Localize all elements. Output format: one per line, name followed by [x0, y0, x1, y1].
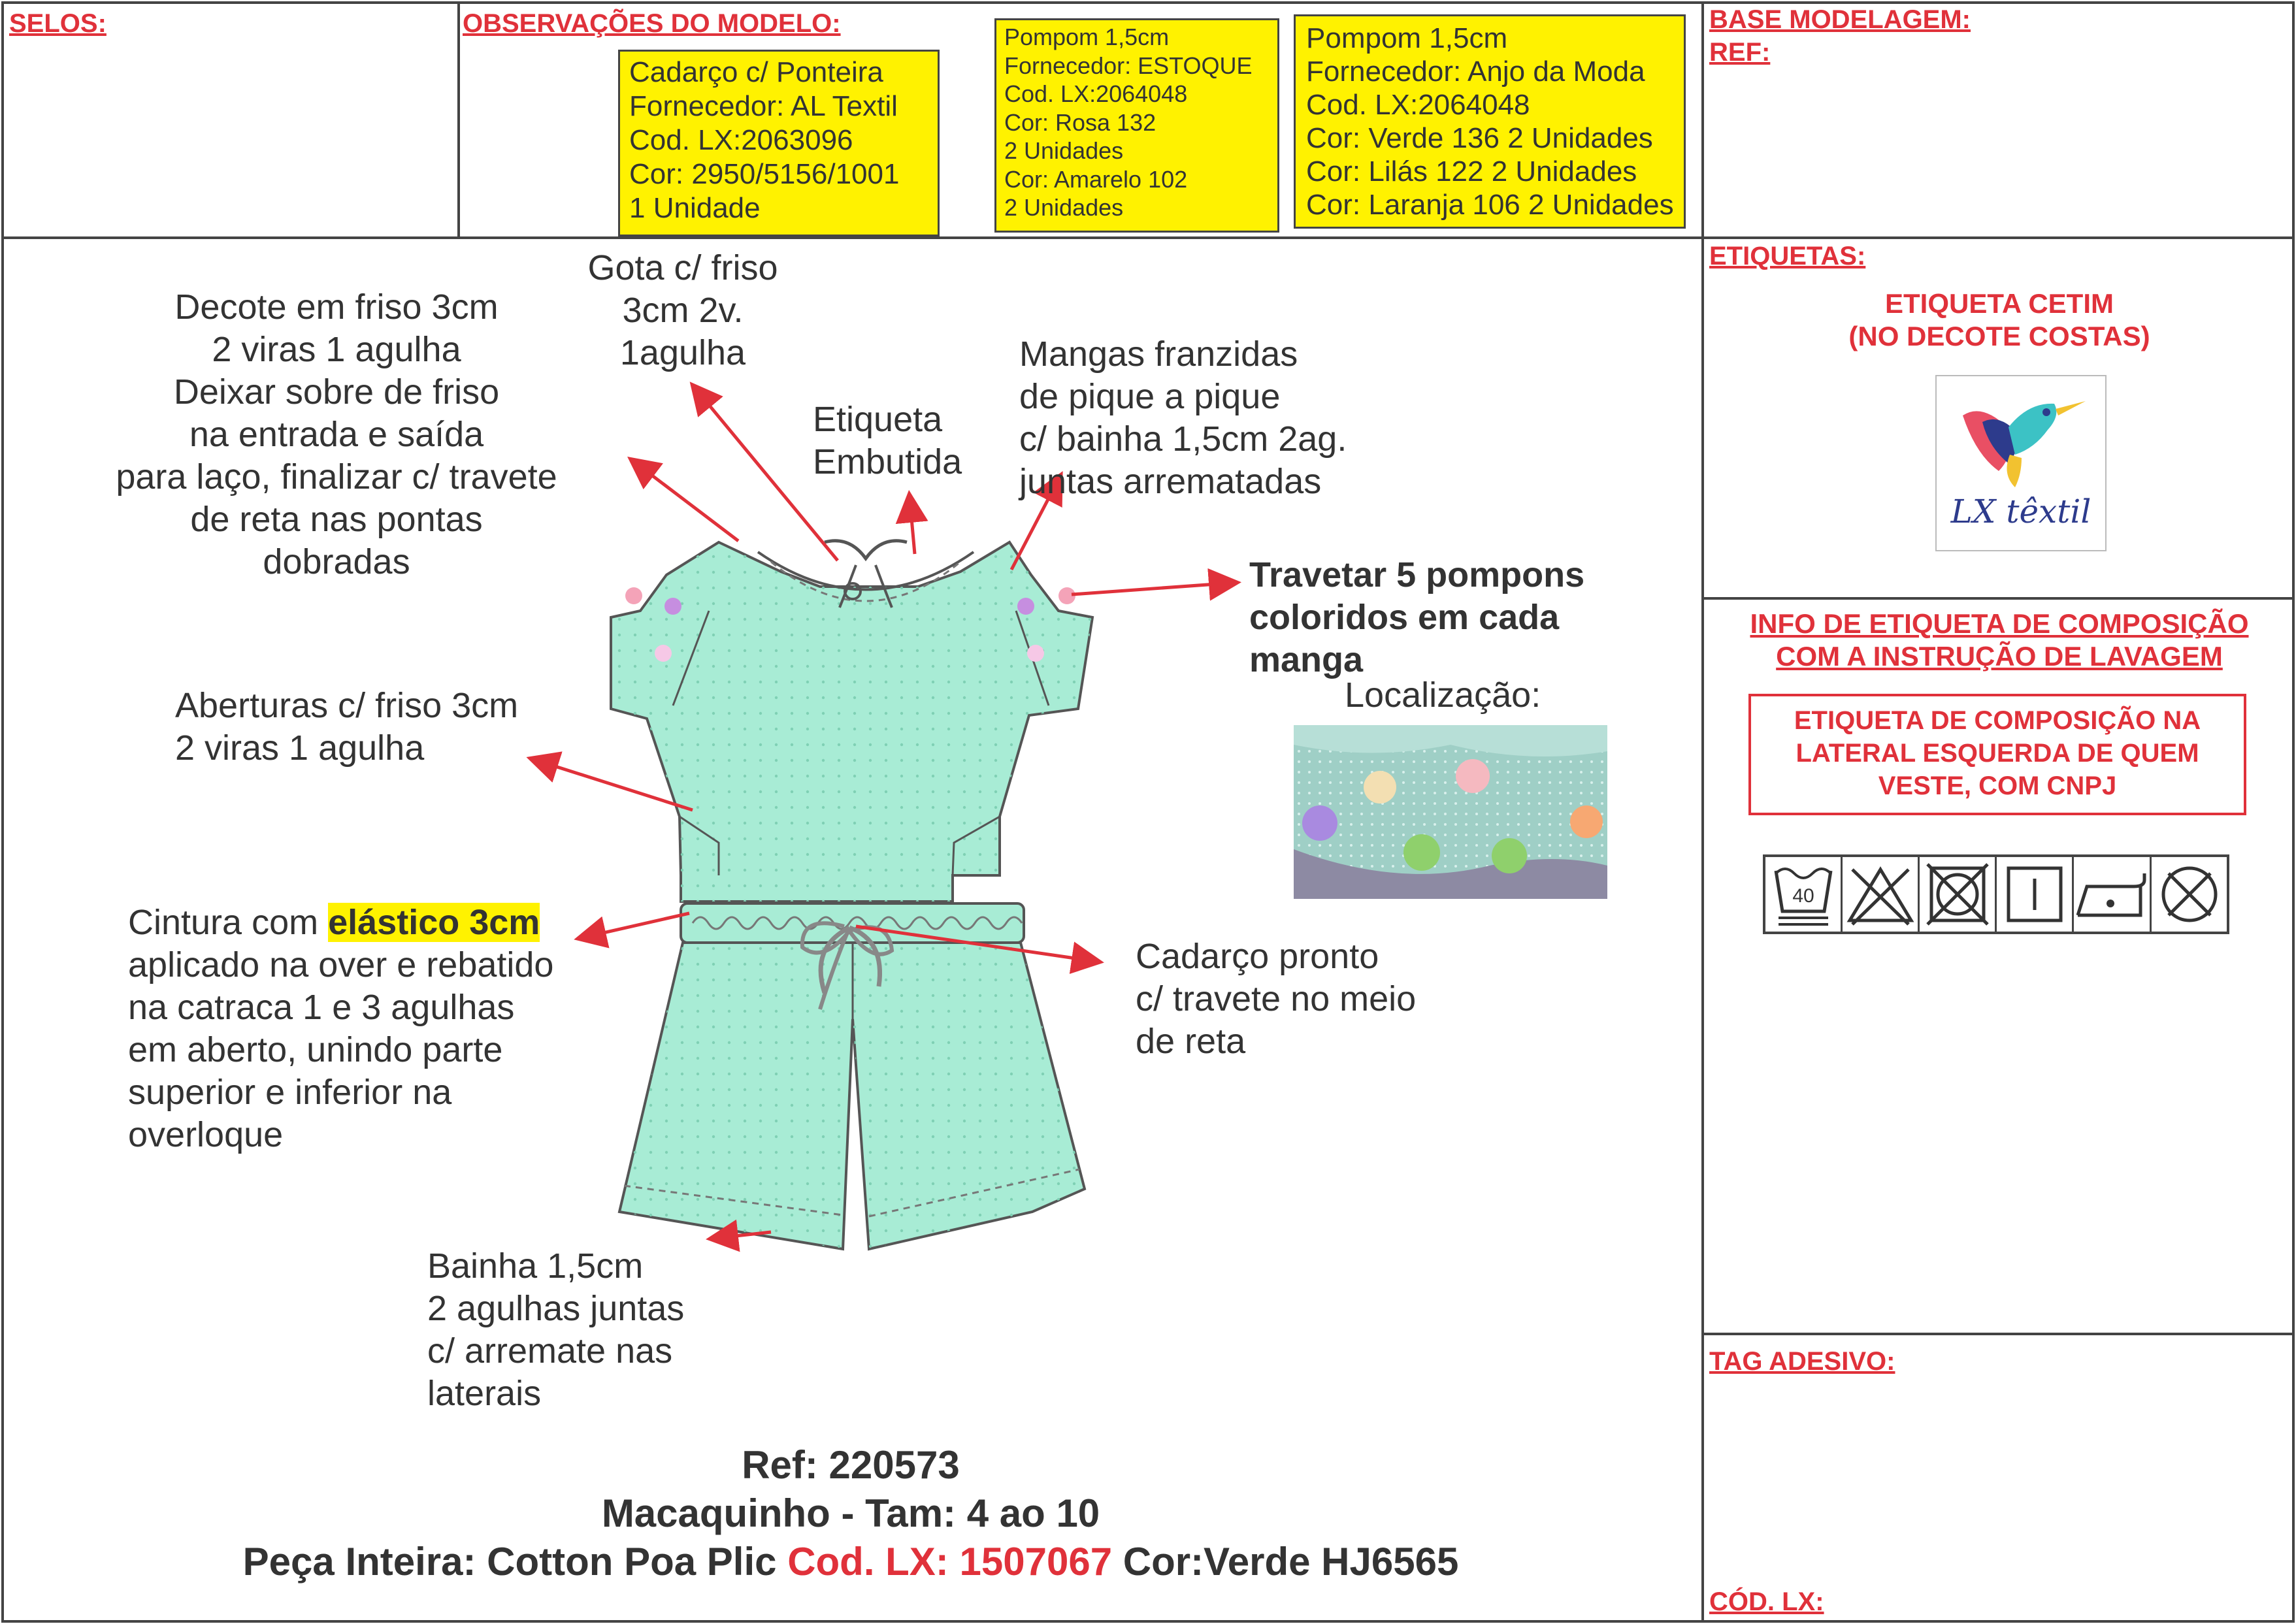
note-line: c/ bainha 1,5cm 2ag. [1019, 419, 1347, 459]
note-line: em aberto, unindo parte [128, 1030, 503, 1069]
bodice [611, 541, 1092, 901]
fabric-color: Cor:Verde HJ6565 [1112, 1540, 1459, 1583]
logo-wordmark: LX têxtil [1950, 493, 2091, 530]
care-symbols-strip [1763, 854, 2229, 934]
selos-label: SELOS: [9, 9, 107, 38]
right-divider-2 [1701, 597, 2295, 600]
note-line: ETIQUETA CETIM [1885, 288, 2114, 319]
tag-adesivo-label: TAG ADESIVO: [1709, 1347, 1895, 1376]
note-line: para laço, finalizar c/ travete [116, 457, 557, 496]
aberturas-note [175, 685, 518, 770]
ref-code: Ref: 220573 [742, 1443, 960, 1487]
composicao-box [1748, 694, 2246, 815]
note-line: LATERAL ESQUERDA DE QUEM [1796, 739, 2199, 768]
gota-note [562, 247, 804, 374]
note-line: (NO DECOTE COSTAS) [1848, 321, 2150, 351]
supplier-line: Cor: Lilás 122 2 Unidades [1306, 155, 1637, 187]
supplier-line: 2 Unidades [1004, 137, 1124, 164]
note-line: superior e inferior na [128, 1073, 452, 1112]
note-line: overloque [128, 1115, 284, 1154]
supplier-line: Cadarço c/ Ponteira [629, 56, 883, 88]
supplier-line: Cor: Rosa 132 [1004, 108, 1156, 136]
note-line: na entrada e saída [189, 415, 484, 454]
note-line: 2 viras 1 agulha [175, 728, 425, 768]
note-line: Travetar 5 pompons [1249, 555, 1585, 594]
note-line: de reta [1136, 1022, 1246, 1061]
no-bleach-icon [1843, 857, 1920, 932]
lx-textil-logo [1935, 375, 2107, 551]
note-line: INFO DE ETIQUETA DE COMPOSIÇÃO [1750, 608, 2249, 639]
supplier-line: Cor: Laranja 106 2 Unidades [1306, 189, 1674, 221]
note-line: Etiqueta [813, 400, 943, 439]
fabric-line [0, 1538, 1701, 1586]
note-line: Deixar sobre de friso [173, 372, 500, 412]
svg-text:40: 40 [1792, 885, 1814, 907]
supplier-line: Cor: Amarelo 102 [1004, 165, 1188, 193]
etiqueta-cetim-note [1704, 287, 2295, 353]
cintura-prefix: Cintura com [128, 903, 329, 942]
note-line: ETIQUETA DE COMPOSIÇÃO NA [1794, 706, 2201, 735]
supplier-line: Cod. LX:2064048 [1004, 80, 1188, 107]
note-line: VESTE, COM CNPJ [1878, 771, 2117, 800]
supplier-line: Pompom 1,5cm [1306, 22, 1508, 54]
right-column-divider [1701, 1, 1704, 1623]
note-line: dobradas [263, 542, 410, 581]
note-line: juntas arrematadas [1019, 462, 1322, 501]
note-line: de pique a pique [1019, 377, 1281, 416]
note-line: c/ travete no meio [1136, 979, 1417, 1018]
fabric-prefix: Peça Inteira: Cotton Poa Plic [242, 1540, 788, 1583]
note-line: COM A INSTRUÇÃO DE LAVAGEM [1776, 641, 2223, 672]
cintura-highlight: elástico 3cm [328, 903, 540, 942]
travetar-note [1249, 554, 1584, 681]
note-line: Gota c/ friso [587, 248, 778, 287]
supplier-line: 2 Unidades [1004, 194, 1124, 221]
line-dry-icon [1997, 857, 2074, 932]
cadarco-note [1136, 935, 1416, 1063]
supplier-line: Cod. LX:2063096 [629, 124, 853, 156]
note-line: aplicado na over e rebatido [128, 945, 554, 984]
etiqueta-embutida-note [813, 398, 962, 483]
supplier-line: 1 Unidade [629, 192, 761, 224]
supplier-line: Fornecedor: Anjo da Moda [1306, 56, 1645, 88]
bainha-note [427, 1245, 684, 1415]
hummingbird-icon [1937, 376, 2105, 500]
mangas-note [1019, 333, 1347, 503]
right-divider-1 [1701, 236, 2295, 239]
right-divider-3 [1701, 1333, 2295, 1335]
model-name: Macaquinho - Tam: 4 ao 10 [601, 1491, 1100, 1535]
note-line: Mangas franzidas [1019, 334, 1298, 374]
supplier-line: Fornecedor: AL Textil [629, 90, 898, 122]
note-line: Aberturas c/ friso 3cm [175, 686, 519, 725]
supplier-line: Cod. LX:2064048 [1306, 89, 1530, 121]
no-dry-clean-icon [2152, 857, 2227, 932]
info-composicao-label [1704, 608, 2295, 673]
supplier-line: Cor: Verde 136 2 Unidades [1306, 122, 1653, 154]
cod-lx-label: CÓD. LX: [1709, 1587, 1824, 1616]
note-line: laterais [427, 1374, 542, 1413]
product-footer [0, 1441, 1701, 1586]
note-line [128, 901, 553, 944]
ref-label: REF: [1709, 38, 1771, 67]
note-line: 2 viras 1 agulha [212, 330, 461, 369]
note-line: manga [1249, 640, 1364, 679]
supplier-line: Cor: 2950/5156/1001 [629, 158, 900, 190]
supplier-line: Fornecedor: ESTOQUE [1004, 52, 1253, 79]
localizacao-label: Localização: [1345, 675, 1541, 715]
note-line: 3cm 2v. [622, 291, 744, 330]
note-line: coloridos em cada [1249, 598, 1560, 637]
iron-low-icon [2074, 857, 2152, 932]
cintura-note [128, 901, 553, 1156]
note-line: c/ arremate nas [427, 1331, 673, 1371]
note-line: Embutida [813, 442, 962, 481]
pompon-location-photo [1294, 725, 1607, 899]
observacoes-label: OBSERVAÇÕES DO MODELO: [463, 9, 841, 38]
note-line: Bainha 1,5cm [427, 1246, 644, 1286]
note-line: na catraca 1 e 3 agulhas [128, 988, 515, 1027]
fabric-code: Cod. LX: 1507067 [787, 1540, 1113, 1583]
supplier-line: Pompom 1,5cm [1004, 24, 1170, 50]
decote-note [78, 286, 595, 583]
shorts [619, 943, 1085, 1249]
base-modelagem-label: BASE MODELAGEM: [1709, 5, 1971, 34]
wash-40-icon [1765, 857, 1843, 932]
no-tumble-dry-icon [1920, 857, 1997, 932]
note-line: 2 agulhas juntas [427, 1289, 685, 1328]
note-line: Cadarço pronto [1136, 937, 1379, 976]
note-line: de reta nas pontas [190, 500, 483, 539]
note-line: 1agulha [619, 333, 746, 372]
etiquetas-label: ETIQUETAS: [1709, 242, 1866, 270]
note-line: Decote em friso 3cm [174, 287, 499, 327]
